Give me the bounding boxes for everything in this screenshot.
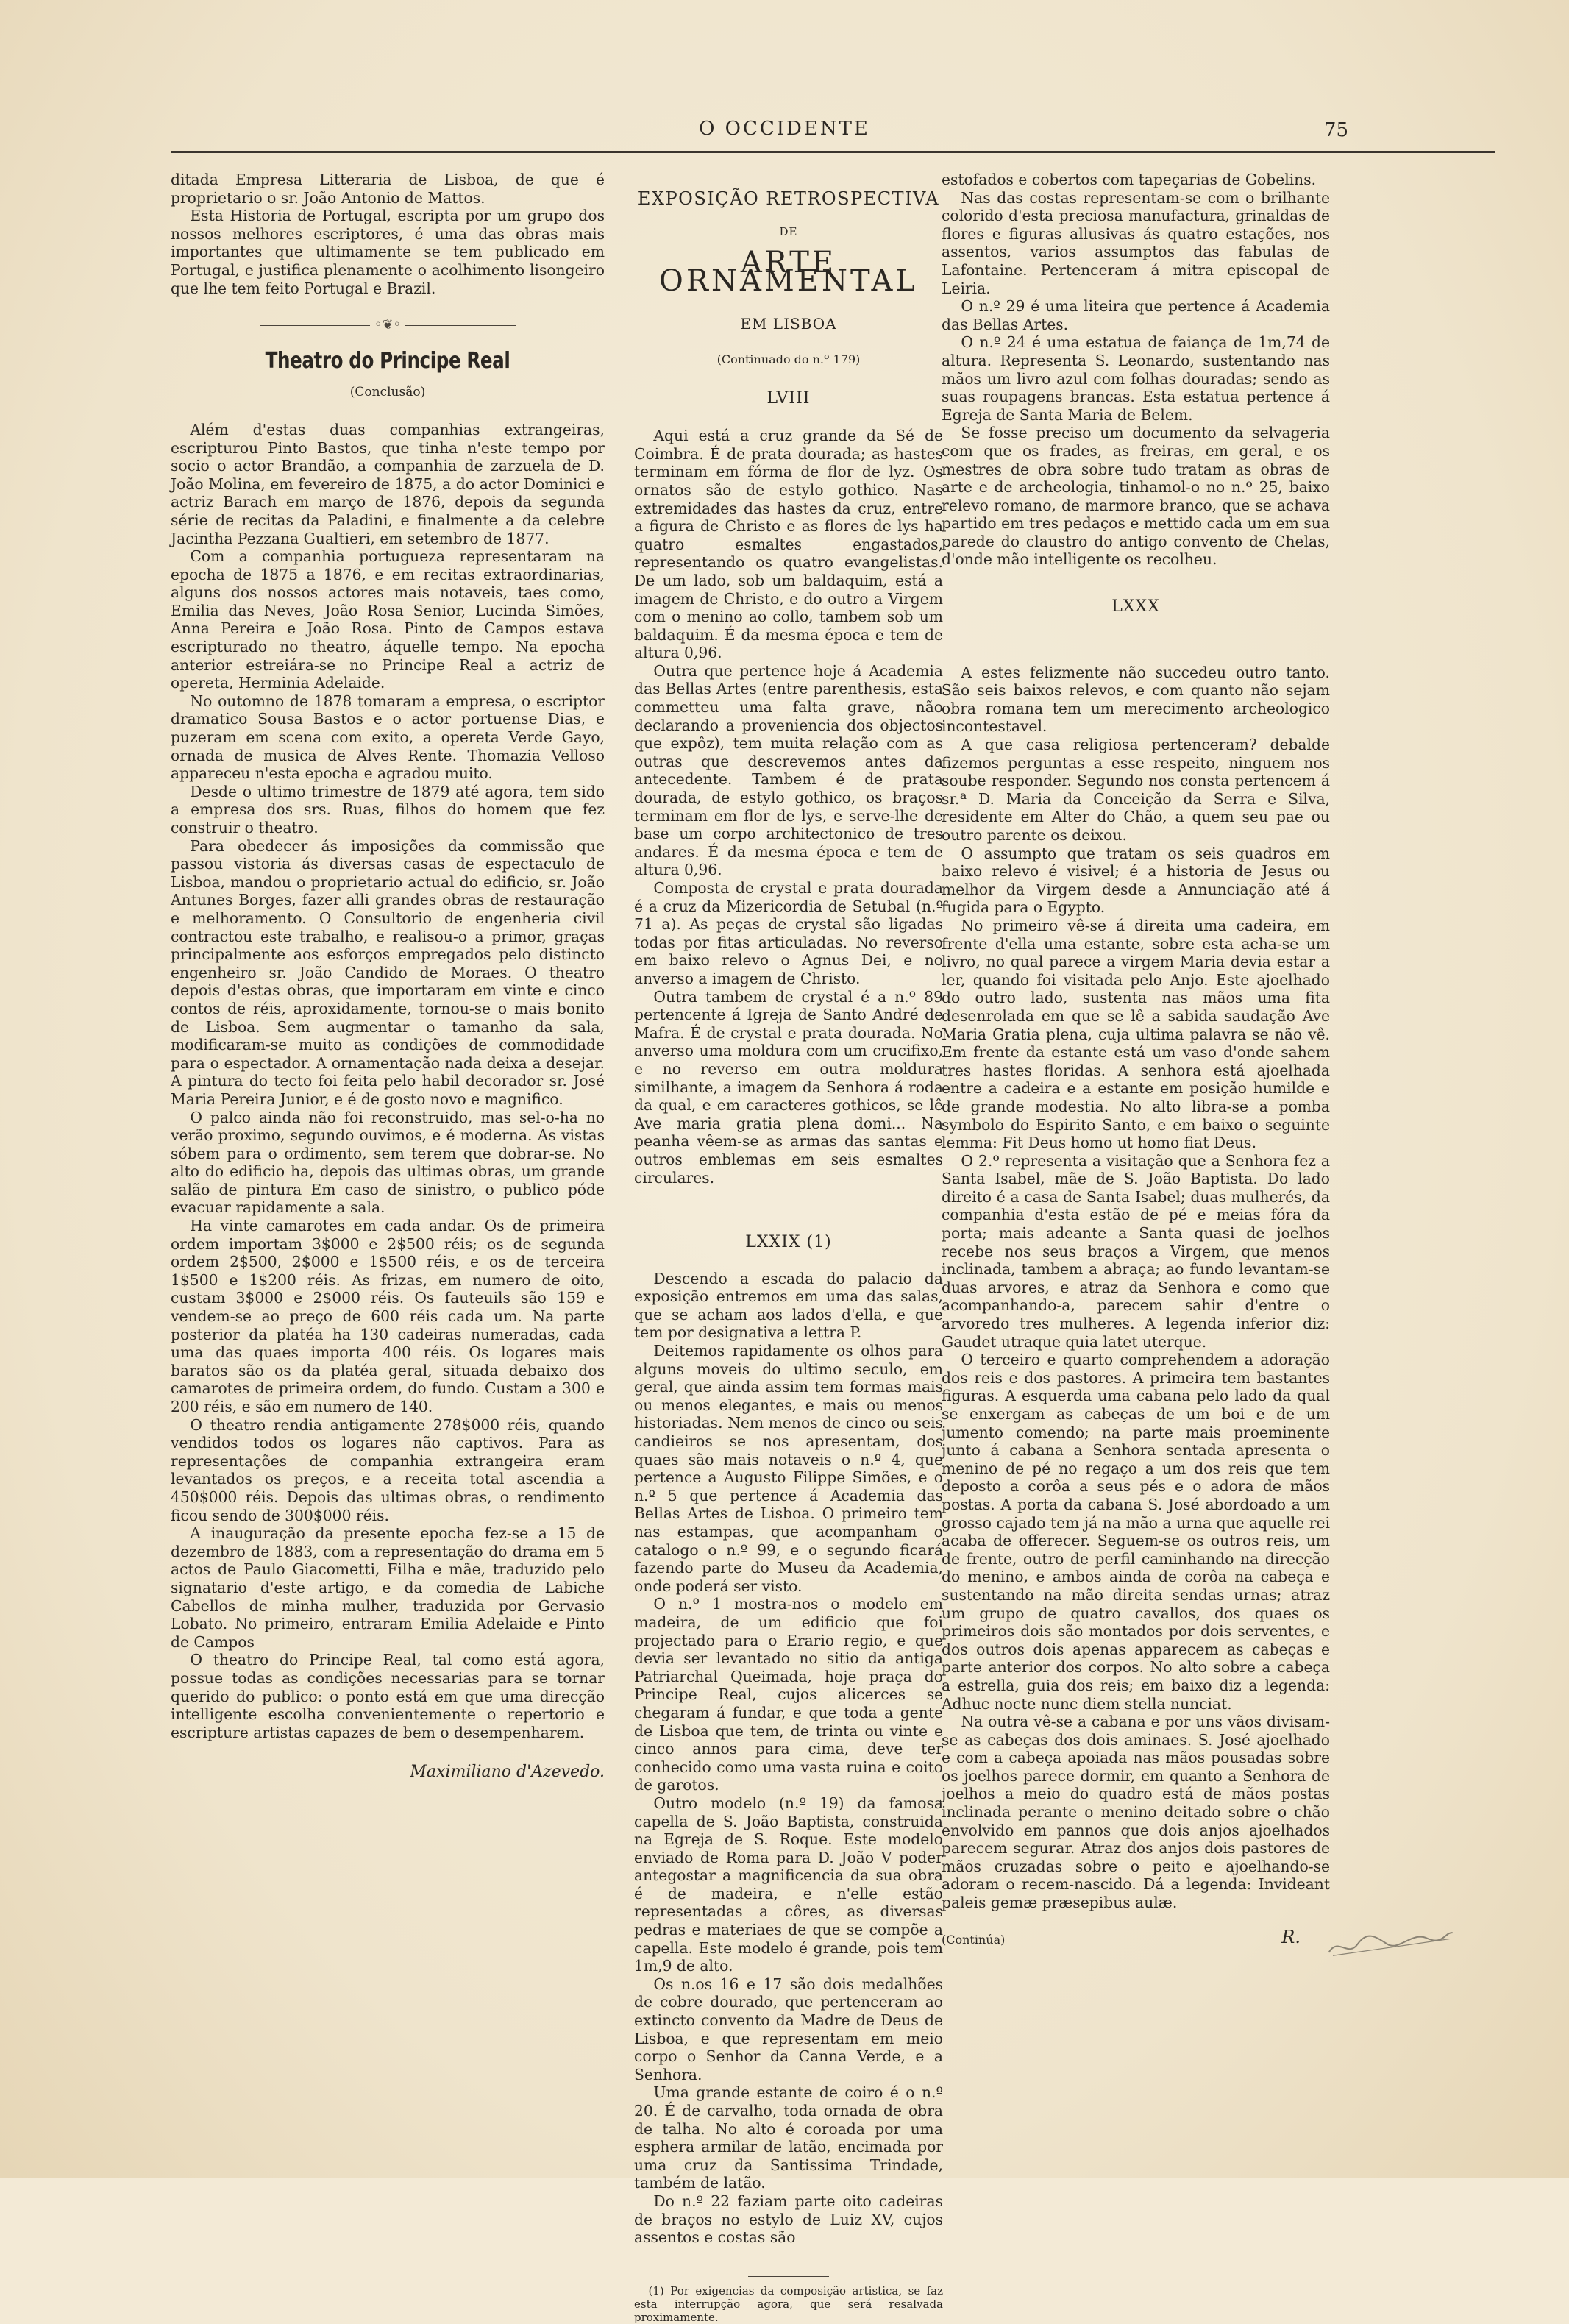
article-paragraph: Descendo a escada do palacio da exposição entremos em uma das salas, que se acham aos lados d'ella, e que tem por designativa a lettra P. (634, 1269, 943, 1342)
article-paragraph: Os n.os 16 e 17 são dois medalhões de cobre dourado, que pertenceram ao extincto convento da Madre de Deus de Lisboa, e que representam em meio corpo o Senhor da Canna Verde, e a Senhora. (634, 1975, 943, 2083)
article-paragraph: O n.º 24 é uma estatua de faiança de 1m,74 de altura. Representa S. Leonardo, sustentando nas mãos um livro azul com folhas douradas; sendo as suas roupagens brancas. Esta estatua pertence á Egreja de Santa Maria de Belem. (942, 333, 1330, 424)
article-title: Theatro do Principe Real (265, 347, 510, 374)
ornament-separator: ◦❦◦ (171, 316, 605, 335)
article-paragraph: Se fosse preciso um documento da selvageria com que os frades, as freiras, em geral, e os mestres de obra sobre tudo tratam as obras de arte e de archeologia, tinhamol-o no n.º 25, baixo relevo romano, de marmore branco, que se achava partido em tres pedaços e mettido cada um em sua parede do claustro do antigo convento de Chelas, d'onde mão intelligente os recolheu. (942, 424, 1330, 569)
article-paragraph: No primeiro vê-se á direita uma cadeira, em frente d'ella uma estante, sobre esta acha-se um livro, no qual parece a virgem Maria devia estar a ler, quando foi visitada pelo Anjo. Este ajoelhado do outro lado, sustenta nas mãos uma fita desenrolada em que se lê a sabida saudação Ave Maria Gratia plena, cuja ultima palavra se não vê. Em frente da estante está um vaso d'onde sahem tres hastes floridas. A senhora está ajoelhada entre a cadeira e a estante em posição humilde e de grande modestia. No alto libra-se a pomba symbolo do Espirito Santo, e em baixo o seguinte lemma: Fit Deus homo ut homo fiat Deus. (942, 916, 1330, 1152)
section-heading-lxxx: LXXX (1111, 597, 1160, 616)
article-paragraph: Para obedecer ás imposições da commissão que passou vistoria ás diversas casas de espectaculo de Lisboa, mandou o proprietario actual do edificio, sr. João Antunes Borges, fazer alli grandes obras de restauração e melhoramento. O Consultorio de engenheria civil contractou este trabalho, e realisou-o a primor, graças principalmente aos esforços empregados pelo distincto engenheiro sr. João Candido de Moraes. O theatro depois d'estas obras, que importaram em vinte e cinco contos de réis, aproxidamente, tornou-se o mais bonito de Lisboa. Sem augmentar o tamanho da sala, modificaram-se muito as condições de commodidade para o espectador. A ornamentação nada deixa a desejar. A pintura do tecto foi feita pelo habil decorador sr. José Maria Pereira Junior, e é de gosto novo e magnifico. (171, 836, 605, 1108)
article-paragraph: Nas das costas representam-se com o brilhante colorido d'esta preciosa manufactura, grinaldas de flores e figuras allusivas ás quatro estações, nos assentos, varios assumptos das fabulas de Lafontaine. Pertenceram á mitra episcopal de Leiria. (942, 188, 1330, 297)
article-paragraph: Outra tambem de crystal é a n.º 89 pertencente á Igreja de Santo André de Mafra. É de crystal e prata dourada. No anverso uma moldura com um crucifixo, e no reverso em outra moldura similhante, a imagem da Senhora á roda da qual, e em caracteres gothicos, se lê Ave maria gratia plena domi... Na peanha vêem-se as armas das santas e outros emblemas em seis esmaltes circulares. (634, 987, 943, 1187)
continuation-row (942, 1926, 1330, 1950)
column-3 (942, 171, 1330, 1949)
article-paragraph: Do n.º 22 faziam parte oito cadeiras de braços no estylo de Luiz XV, cujos assentos e costas são (634, 2192, 943, 2247)
article-paragraph: O n.º 29 é uma liteira que pertence á Academia das Bellas Artes. (942, 297, 1330, 333)
column-2 (634, 171, 943, 2324)
continua-note: (Continúa) (942, 1932, 1006, 1947)
section-heading-lviii: LVIII (766, 388, 811, 408)
article-paragraph: Ha vinte camarotes em cada andar. Os de primeira ordem importam 3$000 e 2$500 réis; os de segunda ordem 2$500, 2$000 e 1$500 réis, e os de terceira 1$500 e 1$200 réis. As frizas, em numero de oito, custam 3$000 e 2$000 réis. Os fauteuils são 159 e vendem-se ao preço de 600 réis cada um. Na parte posterior da platéa ha 130 cadeiras numeradas, cada uma das quaes importa 400 réis. Os logares mais baratos são os da platéa geral, situada debaixo dos camarotes de primeira ordem, do fundo. Custam a 300 e 200 réis, e são em numero de 140. (171, 1217, 605, 1415)
article-paragraph: O theatro do Principe Real, tal como está agora, possue todas as condições necessarias para se tornar querido do publico: o ponto está em que uma direcção intelligente escolha convenientemente o repertorio e escripture artistas capazes de bem o desempenharem. (171, 1651, 605, 1741)
exhibition-heading: EXPOSIÇÃO RETROSPECTIVA (637, 188, 940, 209)
article-paragraph: No outomno de 1878 tomaram a empresa, o escriptor dramatico Sousa Bastos e o actor portuense Dias, e puzeram em scena com exito, a opereta Verde Gayo, ornada de musica de Alves Rente. Thomazia Velloso appareceu n'esta epocha e agradou muito. (171, 692, 605, 783)
article-paragraph: Uma grande estante de coiro é o n.º 20. É de carvalho, toda ornada de obra de talha. No alto é coroada por uma esphera armilar de latão, encimada por uma cruz da Santissima Trindade, também de latão. (634, 2083, 943, 2192)
page-header-title: O OCCIDENTE (699, 118, 870, 140)
footnote-rule (748, 2276, 829, 2277)
exhibition-heading-de: DE (779, 224, 798, 238)
author-initial: R. (1281, 1926, 1301, 1947)
scribble-icon (1323, 1921, 1458, 1964)
article-paragraph: Desde o ultimo trimestre de 1879 até agora, tem sido a empresa dos srs. Ruas, filhos do homem que fez construir o theatro. (171, 782, 605, 836)
article-paragraph: Outra que pertence hoje á Academia das Bellas Artes (entre parenthesis, esta commetteu uma falta grave, não declarando a proveniencia dos objectos que expôz), tem muita relação com as outras que descrevemos antes da antecedente. Tambem é de prata dourada, de estylo gothico, os braços terminam em flor de lys, e serve-lhe de base um corpo architectonico de tres andares. É da mesma época e tem de altura 0,96. (634, 661, 943, 879)
section-heading-lxxix: LXXIX (1) (745, 1233, 832, 1252)
exhibition-title: ARTE ORNAMENTAL (659, 246, 918, 298)
article-paragraph: Aqui está a cruz grande da Sé de Coimbra. É de prata dourada; as hastes terminam em fórma de flor de lyz. Os ornatos são de estylo gothico. Nas extremidades das hastes da cruz, entre a figura de Christo e as flores de lys ha quatro esmaltes engastados, representando os quatro evangelistas. De um lado, sob um baldaquim, está a imagem de Christo, e do outro a Virgem com o menino ao collo, tambem sob um baldaquim. É da mesma época e tem de altura 0,96. (634, 427, 943, 662)
pencil-scribble (1323, 1921, 1457, 1957)
article-paragraph: O palco ainda não foi reconstruido, mas sel-o-ha no verão proximo, segundo ouvimos, e é moderna. As vistas sóbem para o ordimento, sem terem que dobrar-se. No alto do edificio ha, depois das ultimas obras, um grande salão de pintura Em caso de sinistro, o publico póde evacuar rapidamente a sala. (171, 1108, 605, 1217)
intro-paragraph: ditada Empresa Litteraria de Lisboa, de que é proprietario o sr. João Antonio de Mattos. (171, 171, 605, 207)
page-number: 75 (1323, 119, 1348, 141)
article-paragraph: estofados e cobertos com tapeçarias de Gobelins. (942, 171, 1317, 188)
article-paragraph: Além d'estas duas companhias extrangeiras, escripturou Pinto Bastos, que tinha n'este tempo por socio o actor Brandão, a companhia de zarzuela de D. João Molina, em fevereiro de 1875, a do actor Dominici e actriz Barach em março de 1876, depois da segunda série de recitas da Paladini, e finalmente a da celebre Jacintha Pezzana Gualtieri, em setembro de 1877. (171, 420, 605, 547)
header-rule (171, 151, 1495, 153)
article-paragraph: A estes felizmente não succedeu outro tanto. São seis baixos relevos, e com quanto não sejam obra romana tem um merecimento archeologico incontestavel. (942, 663, 1330, 736)
article-subtitle: (Conclusão) (349, 385, 426, 400)
column-1 (171, 171, 605, 1782)
article-paragraph: Com a companhia portugueza representaram na epocha de 1875 a 1876, e em recitas extraordinarias, alguns dos nossos actores mais notaveis, taes como, Emilia das Neves, João Rosa Senior, Lucinda Simões, Anna Pereira e João Rosa. Pinto de Campos estava escripturado no theatro, áquelle tempo. Na epocha anterior estreiára-se no Principe Real a actriz de opereta, Herminia Adelaide. (171, 547, 605, 692)
article-paragraph: O n.º 1 mostra-nos o modelo em madeira, de um edificio que foi projectado para o Erario regio, e que devia ser levantado no sitio da antiga Patriarchal Queimada, hoje praça do Principe Real, cujos alicerces se chegaram á fundar, e que toda a gente de Lisboa que tem, de trinta ou vinte e cinco annos para cima, deve ter conhecido como uma vasta ruina e coito de garotos. (634, 1595, 943, 1794)
article-paragraph: O assumpto que tratam os seis quadros em baixo relevo é visivel; é a historia de Jesus ou melhor da Virgem desde a Annunciação até á fugida para o Egypto. (942, 844, 1330, 917)
article-paragraph: O terceiro e quarto comprehendem a adoração dos reis e dos pastores. A primeira tem bastantes figuras. A esquerda uma cabana pelo lado da qual se enxergam as cabeças de um boi e de um jumento comendo; na parte mais proeminente junto á cabana a Senhora sentada apresenta o menino de pé no regaço a um dos reis que tem deposto a corôa a seus pés e o adora de mãos postas. A porta da cabana S. José abordoado a um grosso cajado tem já na mão a urna que aquelle rei acaba de offerecer. Seguem-se os outros reis, um de frente, outro de perfil caminhando na direcção do menino, e ambos ainda de corôa na cabeça e sustentando na mão direita sendas urnas; atraz um grupo de quatro cavallos, dos quaes os primeiros dois são montados por dois serventes, e dos outros dois apenas apparecem as cabeças e parte anterior dos corpos. No alto sobre a cabeça a estrella, guia dos reis; em baixo diz a legenda: Adhuc nocte nunc diem stella nunciat. (942, 1351, 1330, 1713)
article-paragraph: Outro modelo (n.º 19) da famosa capella de S. João Baptista, construida na Egreja de S. Roque. Este modelo enviado de Roma para D. João V poder antegostar a magnificencia da sua obra é de madeira, e n'elle estão representadas a côres, as diversas pedras e materiaes de que se compõe a capella. Este modelo é grande, pois tem 1m,9 de alto. (634, 1794, 943, 1975)
continued-note: (Continuado do n.º 179) (716, 352, 861, 366)
article-paragraph: Composta de crystal e prata dourada é a cruz da Mizericordia de Setubal (n.º 71 a). As peças de crystal são ligadas todas por fitas articuladas. No reverso em baixo relevo o Agnus Dei, e no anverso a imagem de Christo. (634, 879, 943, 987)
exhibition-location: EM LISBOA (740, 315, 837, 333)
article-paragraph: O 2.º representa a visitação que a Senhora fez a Santa Isabel, mãe de S. João Baptista. Do lado direito é a casa de Santa Isabel; duas mulherés, da companhia d'esta estão de pé e meias fóra da porta; mais adeante a Santa quasi de joelhos recebe nos seus braços a Virgem, que menos inclinada, tambem a abraça; ao fundo levantam-se duas arvores, e atraz da Senhora e como que acompanhando-a, parecem sahir d'entre o arvoredo tres mulheres. A legenda inferior diz: Gaudet utraque quia latet uterque. (942, 1151, 1330, 1351)
footnote (634, 2284, 943, 2324)
author-signature: Maximiliano d'Azevedo. (410, 1763, 605, 1782)
article-paragraph: O theatro rendia antigamente 278$000 réis, quando vendidos todos os logares não captivos. Para as representações de companhia extrangeira eram levantados os preços, e a receita total ascendia a 450$000 réis. Depois das ultimas obras, o rendimento ficou sendo de 300$000 réis. (171, 1415, 605, 1524)
article-paragraph: A inauguração da presente epocha fez-se a 15 de dezembro de 1883, com a representação do drama em 5 actos de Paulo Giacometti, Filha e mãe, traduzido pelo signatario d'este artigo, e da comedia de Labiche Cabellos de minha mulher, traduzida por Gervasio Lobato. No primeiro, entraram Emilia Adelaide e Pinto de Campos (171, 1524, 605, 1651)
intro-paragraph: Esta Historia de Portugal, escripta por um grupo dos nossos melhores escriptores, é uma das obras mais importantes que ultimamente se tem publicado em Portugal, e justifica plenamente o acolhimento lisongeiro que lhe tem feito Portugal e Brazil. (171, 207, 605, 297)
article-paragraph: A que casa religiosa pertenceram? debalde fizemos perguntas a esse respeito, ninguem nos soube responder. Segundo nos consta pertencem á sr.ª D. Maria da Conceição da Serra e Silva, residente em Alter do Chão, a quem seu pae ou outro parente os deixou. (942, 736, 1330, 844)
footnote-text: (1) Por exigencias da composição artistica, se faz esta interrupção agora, que será resalvada proximamente. (634, 2284, 943, 2324)
article-paragraph: Na outra vê-se a cabana e por uns vãos divisam-se as cabeças dos dois aminaes. S. José ajoelhado e com a cabeça apoiada nas mãos pousadas sobre os joelhos parece dormir, em quanto a Senhora de joelhos a meio do quadro está de mãos postas inclinada perante o menino deitado sobre o chão envolvido em pannos que dois anjos ajoelhados parecem segurar. Atraz dos anjos dois pastores de mãos cruzadas sobre o peito e ajoelhando-se adoram o recem-nascido. Dá a legenda: Invideant paleis gemæ præsepibus aulæ. (942, 1713, 1330, 1912)
article-paragraph: Deitemos rapidamente os olhos para alguns moveis do ultimo seculo, em geral, que ainda assim tem formas mais ou menos elegantes, e mais ou menos historiadas. Nem menos de cinco ou seis candieiros se nos apresentam, dos quaes são mais notaveis o n.º 4, que pertence a Augusto Filippe Simões, e o n.º 5 que pertence á Academia das Bellas Artes de Lisboa. O primeiro tem nas estampas, que acompanham o catalogo o n.º 99, e o segundo ficará fazendo parte do Museu da Academia, onde poderá ser visto. (634, 1342, 943, 1595)
